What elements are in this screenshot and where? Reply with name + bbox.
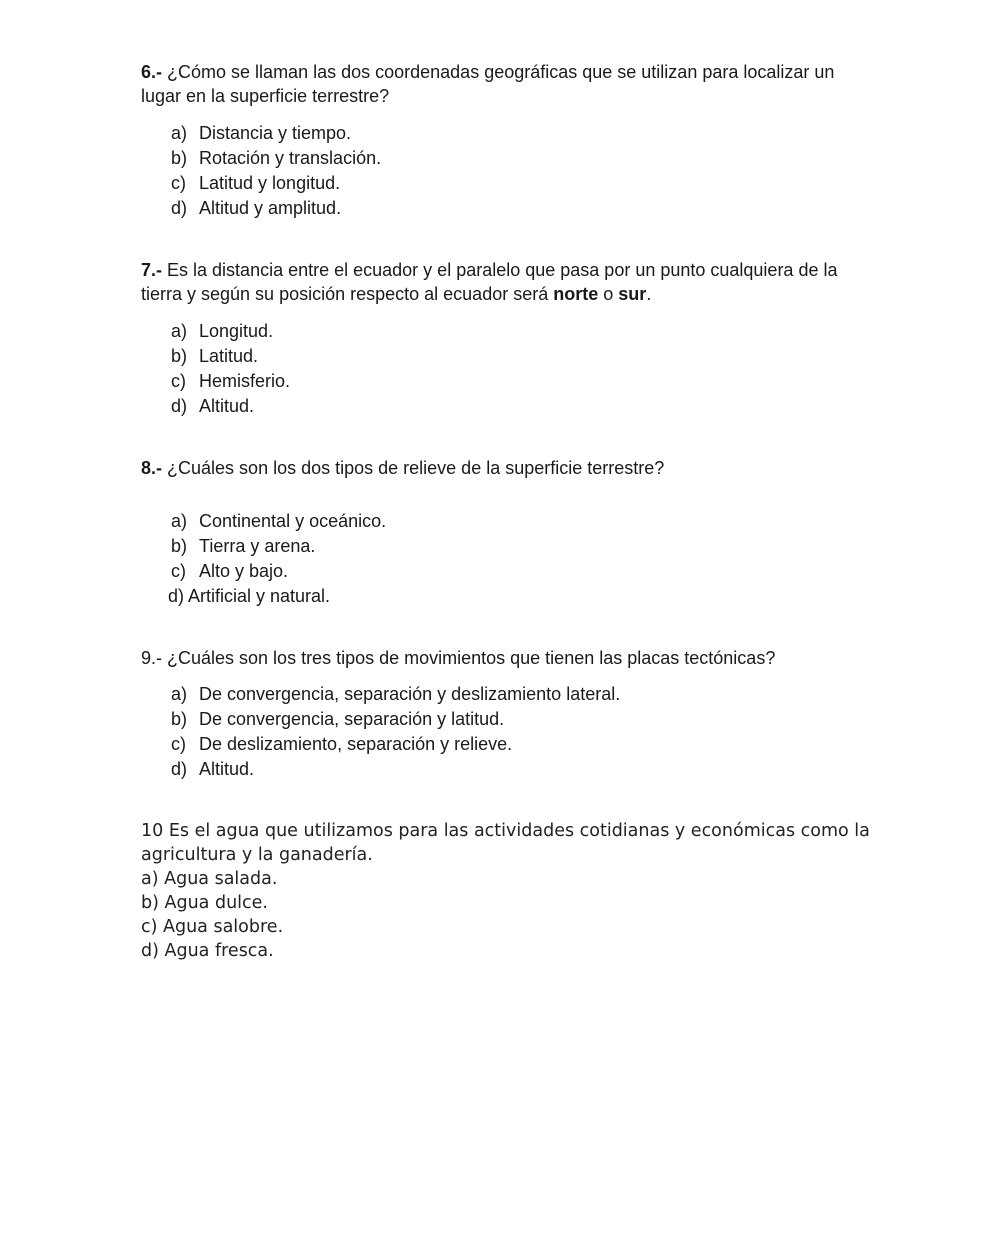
question-9-options <box>171 682 620 782</box>
question-number: 7.- <box>141 260 163 280</box>
emphasis-norte: norte <box>553 284 599 304</box>
question-10-prompt: 10 Es el agua que utilizamos para las actividades cotidianas y económicas como la agricultura y la ganadería. <box>141 821 870 865</box>
question-10-options <box>141 867 881 963</box>
option-c[interactable]: c) De deslizamiento, separación y relieve. <box>171 734 513 754</box>
option-c[interactable]: c) Latitud y longitud. <box>171 173 341 193</box>
option-b[interactable]: b) De convergencia, separación y latitud. <box>171 709 505 729</box>
question-text: ¿Cómo se llaman las dos coordenadas geográficas que se utilizan para localizar un lugar en la superficie terrestre? <box>141 62 835 106</box>
emphasis-sur: sur <box>618 284 647 304</box>
question-10 <box>141 819 881 963</box>
option-a[interactable]: a) Agua salada. <box>141 869 278 889</box>
question-text: Es la distancia entre el ecuador y el paralelo que pasa por un punto cualquiera de la tierra y según su posición respecto al ecuador será <box>141 260 838 304</box>
option-a[interactable]: a) Continental y oceánico. <box>171 511 387 531</box>
option-a[interactable]: a) Distancia y tiempo. <box>171 123 352 143</box>
option-a[interactable]: a) Longitud. <box>171 321 274 341</box>
question-8-options <box>168 509 387 609</box>
question-number: 8.- <box>141 458 163 478</box>
option-b[interactable]: b) Tierra y arena. <box>171 536 316 556</box>
option-d[interactable]: d) Agua fresca. <box>141 941 274 961</box>
option-d[interactable]: d) Altitud y amplitud. <box>171 198 342 218</box>
question-6-prompt <box>141 60 871 108</box>
option-d[interactable]: d) Artificial y natural. <box>168 586 331 606</box>
question-9-prompt: 9.- ¿Cuáles son los tres tipos de movimientos que tienen las placas tectónicas? <box>141 648 776 668</box>
option-d[interactable]: d) Altitud. <box>171 759 255 779</box>
option-b[interactable]: b) Latitud. <box>171 346 259 366</box>
question-7-options <box>171 319 290 419</box>
question-8-prompt <box>141 456 871 480</box>
question-6-options <box>171 121 381 221</box>
question-7-prompt: 7.- Es la distancia entre el ecuador y el paralelo que pasa por un punto cualquiera de la tierra y según su posición respecto al ecuador será norte o sur. <box>141 260 838 304</box>
option-b[interactable]: b) Agua dulce. <box>141 893 268 913</box>
option-d[interactable]: d) Altitud. <box>171 396 255 416</box>
question-number: 6.- <box>141 62 163 82</box>
option-c[interactable]: c) Alto y bajo. <box>171 561 289 581</box>
question-text: ¿Cuáles son los dos tipos de relieve de la superficie terrestre? <box>167 458 665 478</box>
option-a[interactable]: a) De convergencia, separación y deslizamiento lateral. <box>171 684 621 704</box>
option-b[interactable]: b) Rotación y translación. <box>171 148 382 168</box>
option-c[interactable]: c) Hemisferio. <box>171 371 291 391</box>
option-c[interactable]: c) Agua salobre. <box>141 917 284 937</box>
